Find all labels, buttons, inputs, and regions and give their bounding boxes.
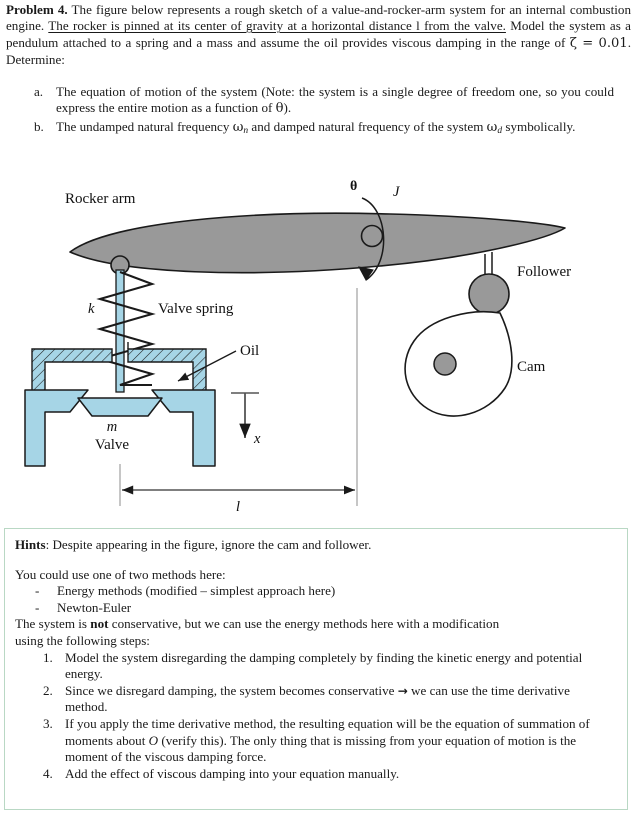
step-3-marker: 3. bbox=[43, 715, 53, 731]
problem-text-part3: . Determine: bbox=[6, 34, 631, 67]
theta-label: θ bbox=[350, 179, 358, 194]
part-b-body bbox=[56, 119, 614, 139]
valve-spring bbox=[100, 272, 152, 385]
part-a-text-after: ). bbox=[283, 100, 292, 116]
step-3-text-a: If you apply the time derivative method, the resulting equation will be the equation of summation of moments about bbox=[65, 715, 590, 748]
dimension-l bbox=[120, 288, 357, 506]
hints-title: Hints bbox=[15, 537, 46, 552]
hints-title-rest: : Despite appearing in the figure, ignore the cam and follower. bbox=[45, 537, 372, 552]
step-2-body bbox=[65, 683, 615, 716]
part-b-text-after: symbolically. bbox=[502, 118, 576, 134]
rocker-pivot-circle bbox=[362, 226, 383, 247]
part-a-marker: a. bbox=[34, 84, 44, 99]
theta-symbol: θ bbox=[275, 101, 284, 117]
valve-body bbox=[25, 390, 215, 466]
hints-method-label: Newton-Euler bbox=[57, 599, 132, 615]
hints-step-3 bbox=[15, 716, 615, 766]
follower-assembly bbox=[469, 252, 509, 314]
step-2-text-a: Since we disregard damping, the system becomes conservative bbox=[65, 682, 398, 698]
valve-stem bbox=[116, 270, 124, 392]
hints-method-item bbox=[15, 583, 615, 600]
omega-d-subscript: d bbox=[497, 125, 503, 136]
length-l-label: l bbox=[235, 499, 241, 515]
valve-rocker-arm-figure bbox=[0, 166, 637, 518]
hints-spacer bbox=[15, 554, 615, 567]
step-4-text: Add the effect of viscous damping into your equation manually. bbox=[65, 765, 400, 781]
follower-label: Follower bbox=[517, 264, 572, 280]
rocker-arm-label: Rocker arm bbox=[65, 191, 136, 207]
conservative-text-b: conservative, but we can use the energy methods here with a modification bbox=[108, 616, 500, 632]
valve-spring-label: Valve spring bbox=[158, 301, 234, 317]
hints-steps-list bbox=[15, 650, 615, 783]
omega-d-symbol: ω bbox=[486, 119, 498, 135]
oil-label: Oil bbox=[240, 343, 260, 359]
step-4-marker: 4. bbox=[43, 765, 53, 781]
point-o-symbol: O bbox=[148, 732, 159, 748]
step-3-body bbox=[65, 716, 615, 766]
problem-statement bbox=[6, 2, 631, 68]
hints-step-2 bbox=[15, 683, 615, 716]
part-b-text-middle: and damped natural frequency of the system bbox=[248, 118, 487, 134]
cam-shaft-center bbox=[434, 353, 456, 375]
conservative-not-bold: not bbox=[90, 616, 109, 632]
omega-n-symbol: ω bbox=[232, 119, 244, 135]
step-2-text-b: we can use the time derivative method. bbox=[65, 682, 570, 715]
cam-label: Cam bbox=[517, 359, 546, 375]
problem-label: Problem 4. bbox=[6, 2, 68, 17]
cam-lobe bbox=[405, 312, 512, 416]
step-3-text-b: (verify this). The only thing that is missing from your equation of motion is the moment of the viscous damping force. bbox=[65, 732, 577, 765]
problem-text-part1: The figure below represents a rough sketch of a value-and-rocker-arm system for an internal combustion engine. bbox=[6, 2, 631, 34]
hints-methods-intro: You could use one of two methods here: bbox=[15, 566, 226, 582]
part-b-text-before: The undamped natural frequency bbox=[56, 118, 233, 134]
hints-step-1 bbox=[15, 650, 615, 683]
dash-marker: - bbox=[35, 599, 40, 615]
spring-constant-label: k bbox=[88, 301, 95, 317]
problem-part-a bbox=[34, 84, 614, 118]
valve-label: Valve bbox=[94, 437, 130, 453]
step-2-marker: 2. bbox=[43, 682, 53, 698]
part-b-marker: b. bbox=[34, 118, 44, 134]
omega-n-subscript: n bbox=[243, 125, 249, 136]
right-arrow-icon: → bbox=[397, 683, 408, 698]
hints-title-line bbox=[15, 537, 615, 554]
conservative-text-a: The system is bbox=[15, 616, 91, 632]
problem-text-part2: Model the system as a pendulum attached to a spring and a mass and assume the oil provides viscous damping in the range of bbox=[6, 18, 631, 50]
inertia-label: J bbox=[393, 184, 400, 200]
problem-underlined-text: The rocker is pinned at its center of gravity at a horizontal distance l from the valve. bbox=[48, 18, 506, 34]
part-a-body bbox=[56, 84, 614, 118]
hints-conservative-line bbox=[15, 616, 615, 633]
valve-mass-label: m bbox=[106, 419, 118, 435]
rocker-arm-body bbox=[70, 213, 565, 272]
hints-box bbox=[4, 528, 628, 810]
step-1-marker: 1. bbox=[43, 649, 53, 665]
dash-marker: - bbox=[35, 583, 40, 599]
hints-method-item bbox=[15, 600, 615, 617]
part-a-text-before: The equation of motion of the system (Note: the system is a single degree of freedom one, so you could express the entire motion as a function of bbox=[56, 84, 614, 116]
hints-steps-intro: using the following steps: bbox=[15, 632, 150, 648]
follower-roller bbox=[469, 274, 509, 314]
displacement-x-label: x bbox=[254, 431, 261, 447]
hints-method-label: Energy methods (modified – simplest approach here) bbox=[57, 583, 336, 599]
hints-step-4 bbox=[15, 766, 615, 783]
step-1-text: Model the system disregarding the damping completely by finding the kinetic energy and potential energy. bbox=[65, 649, 583, 682]
problem-parts-list bbox=[34, 84, 614, 140]
zeta-expression: ζ = 0.01 bbox=[569, 35, 628, 51]
problem-part-b bbox=[34, 119, 614, 139]
hints-methods-list bbox=[15, 583, 615, 616]
